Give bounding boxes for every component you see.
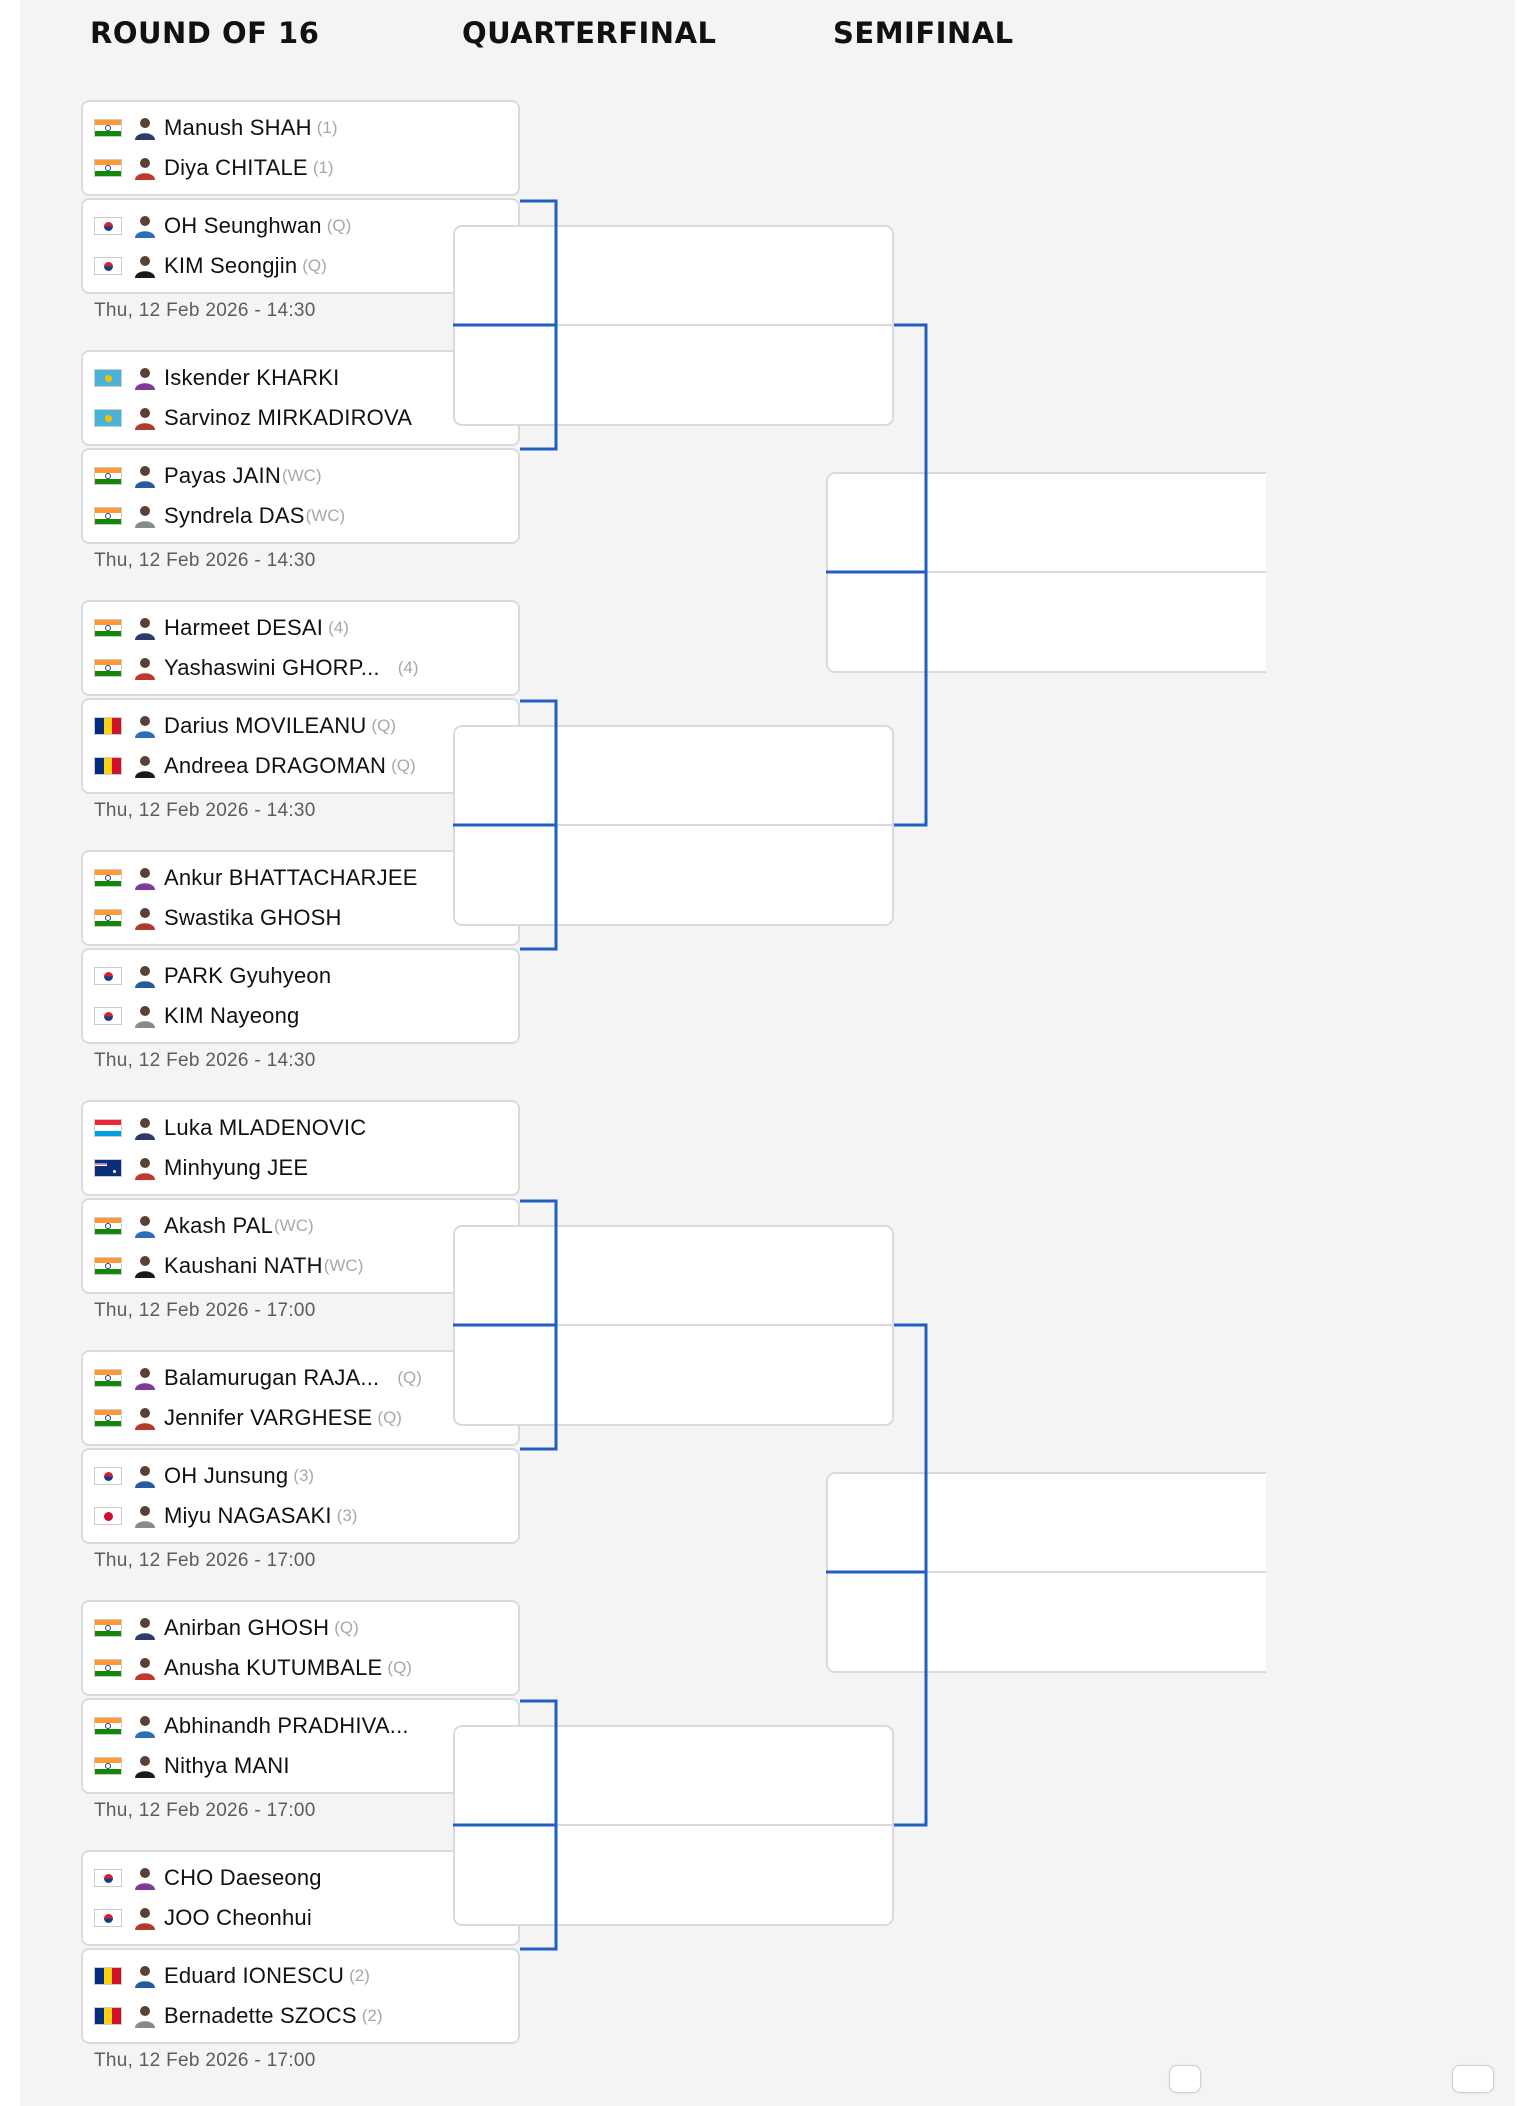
player-name[interactable]: Anusha KUTUMBALE [164,1655,383,1680]
player-name[interactable]: Darius MOVILEANU [164,713,367,738]
round-title-r16: ROUND OF 16 [90,16,320,50]
player-name[interactable]: Yashaswini GHORP... [164,655,380,680]
match-datetime: Thu, 12 Feb 2026 - 14:30 [94,550,316,571]
seed-badge: (Q) [326,216,352,235]
player-name[interactable]: Anirban GHOSH [164,1615,330,1640]
player-name[interactable]: Swastika GHOSH [164,905,342,930]
player-name[interactable]: Balamurugan RAJA... [164,1365,380,1390]
seed-badge: (Q) [397,1368,422,1387]
round-title-semifinal: SEMIFINAL [833,16,1014,50]
bracket-connector [826,1325,926,1825]
player-name[interactable]: Andreea DRAGOMAN [164,753,387,778]
player-name[interactable]: Sarvinoz MIRKADIROVA [164,405,413,430]
bracket-canvas [20,0,1515,2106]
seed-badge: (2) [361,2006,383,2025]
player-name[interactable]: Kaushani NATH [164,1253,323,1278]
seed-badge: (Q) [391,756,416,775]
player-name[interactable]: KIM Seongjin [164,253,298,278]
player-name[interactable]: Payas JAIN [164,463,281,488]
player-name[interactable]: Iskender KHARKI [164,365,340,390]
player-name[interactable]: JOO Cheonhui [164,1905,312,1930]
player-name[interactable]: CHO Daeseong [164,1865,322,1890]
seed-badge: (Q) [302,256,327,275]
player-name[interactable]: Syndrela DAS [164,503,305,528]
player-name[interactable]: Miyu NAGASAKI [164,1503,332,1528]
match-datetime: Thu, 12 Feb 2026 - 17:00 [94,1550,316,1571]
seed-badge: (Q) [377,1408,402,1427]
scroll-handle-right[interactable] [1452,2065,1494,2093]
match-datetime: Thu, 12 Feb 2026 - 17:00 [94,1300,316,1321]
player-name[interactable]: Diya CHITALE [164,155,308,180]
player-name[interactable]: Minhyung JEE [164,1155,309,1180]
seed-badge: (WC) [305,506,346,525]
seed-badge: (WC) [274,1216,314,1235]
bracket-connector [453,1201,556,1449]
bracket-connector [826,325,926,825]
player-name[interactable]: KIM Nayeong [164,1003,300,1028]
match-datetime: Thu, 12 Feb 2026 - 14:30 [94,800,316,821]
bracket-connector [453,701,556,949]
bracket-connector [453,201,556,449]
seed-badge: (3) [293,1466,315,1485]
seed-badge: (WC) [323,1256,364,1275]
player-name[interactable]: Ankur BHATTACHARJEE [164,865,418,890]
seed-badge: (1) [316,118,338,137]
seed-badge: (Q) [387,1658,412,1677]
match-datetime: Thu, 12 Feb 2026 - 14:30 [94,300,316,321]
player-name[interactable]: Eduard IONESCU [164,1963,345,1988]
player-name[interactable]: Luka MLADENOVIC [164,1115,367,1140]
player-name[interactable]: OH Junsung [164,1463,289,1488]
bracket-connector-lines [20,0,1515,2106]
seed-badge: (1) [312,158,334,177]
player-name[interactable]: PARK Gyuhyeon [164,963,332,988]
bracket-connector [453,1701,556,1949]
seed-badge: (2) [349,1966,370,1985]
scroll-handle-left[interactable] [1169,2065,1201,2093]
seed-badge: (WC) [281,466,322,485]
round-title-quarterfinal: QUARTERFINAL [462,16,717,50]
player-name[interactable]: Akash PAL [164,1213,274,1238]
match-datetime: Thu, 12 Feb 2026 - 17:00 [94,2050,316,2071]
seed-badge: (3) [336,1506,358,1525]
player-name[interactable]: Nithya MANI [164,1753,290,1778]
player-name[interactable]: Harmeet DESAI [164,615,324,640]
seed-badge: (4) [397,658,419,677]
seed-badge: (Q) [334,1618,359,1637]
match-datetime: Thu, 12 Feb 2026 - 14:30 [94,1050,316,1071]
match-datetime: Thu, 12 Feb 2026 - 17:00 [94,1800,316,1821]
player-name[interactable]: Bernadette SZOCS [164,2003,357,2028]
seed-badge: (4) [328,618,349,637]
player-name[interactable]: Abhinandh PRADHIVA... [164,1713,409,1738]
player-name[interactable]: OH Seunghwan [164,213,322,238]
seed-badge: (Q) [371,716,397,735]
player-name[interactable]: Jennifer VARGHESE [164,1405,373,1430]
player-name[interactable]: Manush SHAH [164,115,312,140]
